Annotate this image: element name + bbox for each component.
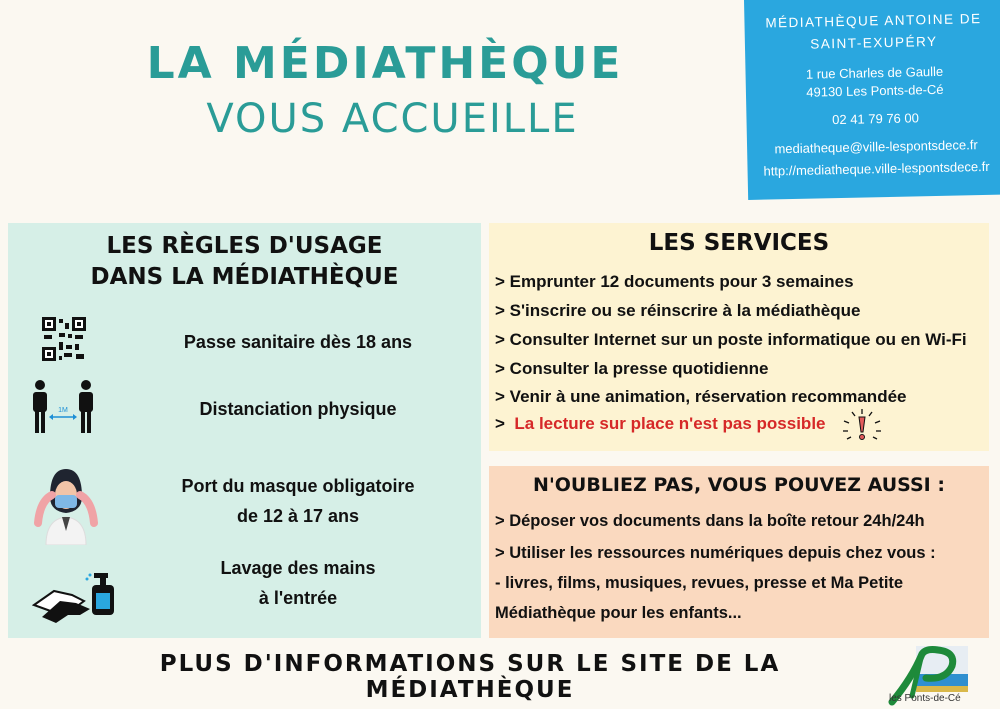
aussi-item: - livres, films, musiques, revues, presse et Ma Petite Médiathèque pour les enfants... — [495, 574, 904, 622]
address-line2: 49130 Les Ponts-de-Cé — [806, 81, 944, 100]
contact-box — [744, 0, 1000, 200]
logo-caption: les Ponts-de-Cé — [889, 693, 961, 704]
email-link[interactable]: mediatheque@ville-lespontsdece.fr — [774, 137, 978, 157]
service-warning: > La lecture sur place n'est pas possible — [495, 414, 826, 433]
service-item: > Consulter la presse quotidienne — [495, 359, 769, 378]
website-link[interactable]: http://mediatheque.ville-lespontsdece.fr — [763, 158, 990, 179]
footer-text[interactable]: PLUS D'INFORMATIONS SUR LE SITE DE LA MÉDIATHÈQUE — [159, 651, 781, 703]
page-title-line2: VOUS ACCUEILLE — [206, 96, 579, 142]
rules-title: LES RÈGLES D'USAGE DANS LA MÉDIATHÈQUE — [90, 233, 399, 290]
handwash-icon — [32, 571, 122, 627]
aussi-panel — [489, 466, 989, 638]
exclamation-icon — [839, 407, 885, 443]
service-item: > Consulter Internet sur un poste informatique ou en Wi-Fi — [495, 330, 967, 349]
phone-number: 02 41 79 76 00 — [831, 110, 920, 128]
aussi-item: > Déposer vos documents dans la boîte retour 24h/24h — [495, 512, 925, 530]
qr-code-icon — [42, 317, 86, 361]
services-panel — [489, 223, 989, 451]
address-line1: 1 rue Charles de Gaulle — [805, 63, 944, 82]
rule-lavage: Lavage des mains à l'entrée — [220, 558, 376, 608]
library-name-line1: MÉDIATHÈQUE ANTOINE DE — [765, 11, 982, 31]
rules-panel — [8, 223, 481, 638]
page-title-line1: LA MÉDIATHÈQUE — [146, 38, 624, 89]
services-title: LES SERVICES — [648, 230, 830, 256]
distance-label: 1M — [58, 407, 68, 414]
rule-masque: Port du masque obligatoire de 12 à 17 ans — [181, 476, 415, 526]
distancing-icon — [30, 379, 96, 435]
library-name-line2: SAINT-EXUPÉRY — [810, 33, 938, 52]
rule-passe-sanitaire: Passe sanitaire dès 18 ans — [183, 332, 413, 352]
aussi-title: N'OUBLIEZ PAS, VOUS POUVEZ AUSSI : — [533, 474, 945, 496]
aussi-item: > Utiliser les ressources numériques depuis chez vous : — [495, 544, 936, 562]
mask-icon — [32, 461, 100, 545]
service-item: > S'inscrire ou se réinscrire à la médiathèque — [495, 301, 861, 320]
rule-distanciation: Distanciation physique — [199, 399, 397, 419]
service-item: > Venir à une animation, réservation recommandée — [495, 387, 907, 406]
service-item: > Emprunter 12 documents pour 3 semaines — [495, 272, 854, 291]
